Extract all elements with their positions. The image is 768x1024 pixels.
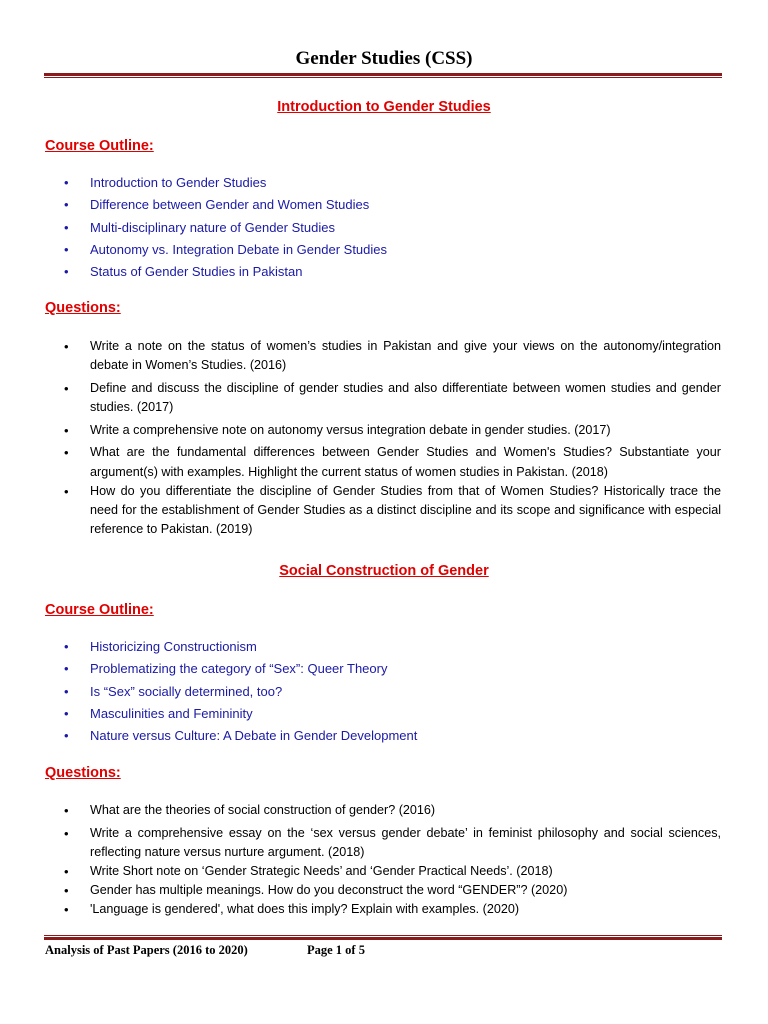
questions-label: Questions: [45,300,121,316]
course-outline-label: Course Outline: [45,138,154,154]
list-item: • Difference between Gender and Women Studies [45,194,721,216]
page-footer [45,943,365,958]
list-item: • Autonomy vs. Integration Debate in Gender Studies [45,239,721,261]
section-heading: Social Construction of Gender [279,563,489,579]
course-outline-list [45,172,721,283]
footer-title: Analysis of Past Papers (2016 to 2020) [45,943,248,957]
list-item: • Nature versus Culture: A Debate in Gender Development [45,725,721,747]
list-item: • What are the theories of social construction of gender? (2016) [45,801,721,820]
questions-list [45,801,721,919]
page-number: Page 1 of 5 [307,943,365,957]
list-item: • Historicizing Constructionism [45,636,721,658]
list-item: • Write a comprehensive essay on the ‘sex versus gender debate’ in feminist philosophy and social sciences, reflecting nature versus nurture argument. (2018) [45,824,721,862]
list-item: • Multi-disciplinary nature of Gender Studies [45,217,721,239]
questions-list [45,337,721,539]
list-item: • Is “Sex” socially determined, too? [45,681,721,703]
list-item: • How do you differentiate the discipline of Gender Studies from that of Women Studies? Historically trace the need for the establishment of Gender Studies as a distinct discipline and its scope and significance with especial reference to Pakistan. (2019) [45,482,721,539]
list-item: • Write a note on the status of women’s studies in Pakistan and give your views on the autonomy/integration debate in Women’s Studies. (2016) [45,337,721,375]
list-item: • 'Language is gendered', what does this imply? Explain with examples. (2020) [45,900,721,919]
list-item: • What are the fundamental differences between Gender Studies and Women's Studies? Substantiate your argument(s) with examples. Highlight the current status of women studies in Pakistan. (2018) [45,443,721,482]
list-item: • Problematizing the category of “Sex”: Queer Theory [45,658,721,680]
section-heading: Introduction to Gender Studies [277,99,491,115]
course-outline-label: Course Outline: [45,602,154,618]
list-item: • Masculinities and Femininity [45,703,721,725]
list-item: • Introduction to Gender Studies [45,172,721,194]
list-item: • Define and discuss the discipline of gender studies and also differentiate between women studies and gender studies. (2017) [45,379,721,417]
footer-rule [44,935,722,940]
list-item: • Status of Gender Studies in Pakistan [45,261,721,283]
course-outline-list [45,636,721,747]
list-item: • Write a comprehensive note on autonomy versus integration debate in gender studies. (2017) [45,421,721,440]
page-title: Gender Studies (CSS) [295,48,473,69]
questions-label: Questions: [45,765,121,781]
list-item: • Gender has multiple meanings. How do you deconstruct the word “GENDER”? (2020) [45,881,721,900]
list-item: • Write Short note on ‘Gender Strategic Needs’ and ‘Gender Practical Needs’. (2018) [45,862,721,881]
header-rule [44,73,722,78]
